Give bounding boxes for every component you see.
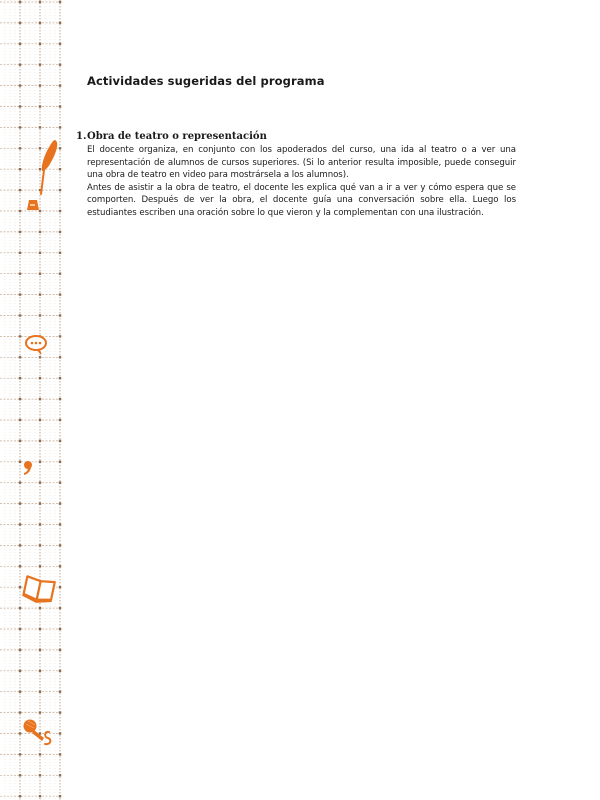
activity-paragraph: Antes de asistir a la obra de teatro, el docente les explica qué van a ir a ver y cómo espera que se comporten. Después de ver la obra, el docente guía una conversación sobre ella. Luego los estudiantes escriben una oración sobre lo que vieron y la complementan con una ilustración. [87, 182, 516, 218]
notebook-margin [0, 0, 62, 800]
activity-heading [76, 131, 516, 142]
activity-paragraph: El docente organiza, en conjunto con los apoderados del curso, una ida al teatro o a ver una representación de alumnos de cursos superiores. (Si lo anterior resulta imposible, puede conseguir una obra de teatro en video para mostrársela a los alumnos). [87, 145, 516, 180]
quill-pen-icon [34, 138, 60, 196]
activity-title: Obra de teatro o representación [87, 131, 267, 142]
microphone-icon [22, 718, 56, 748]
speech-bubble-icon [24, 334, 48, 356]
activity-item [76, 131, 516, 219]
activity-description [87, 144, 516, 219]
comma-icon [21, 459, 35, 477]
section-title: Actividades sugeridas del programa [87, 74, 325, 88]
inkwell-icon [26, 198, 40, 212]
activity-number: 1. [76, 131, 87, 142]
grid-lines [0, 0, 62, 800]
open-book-icon [22, 574, 56, 604]
